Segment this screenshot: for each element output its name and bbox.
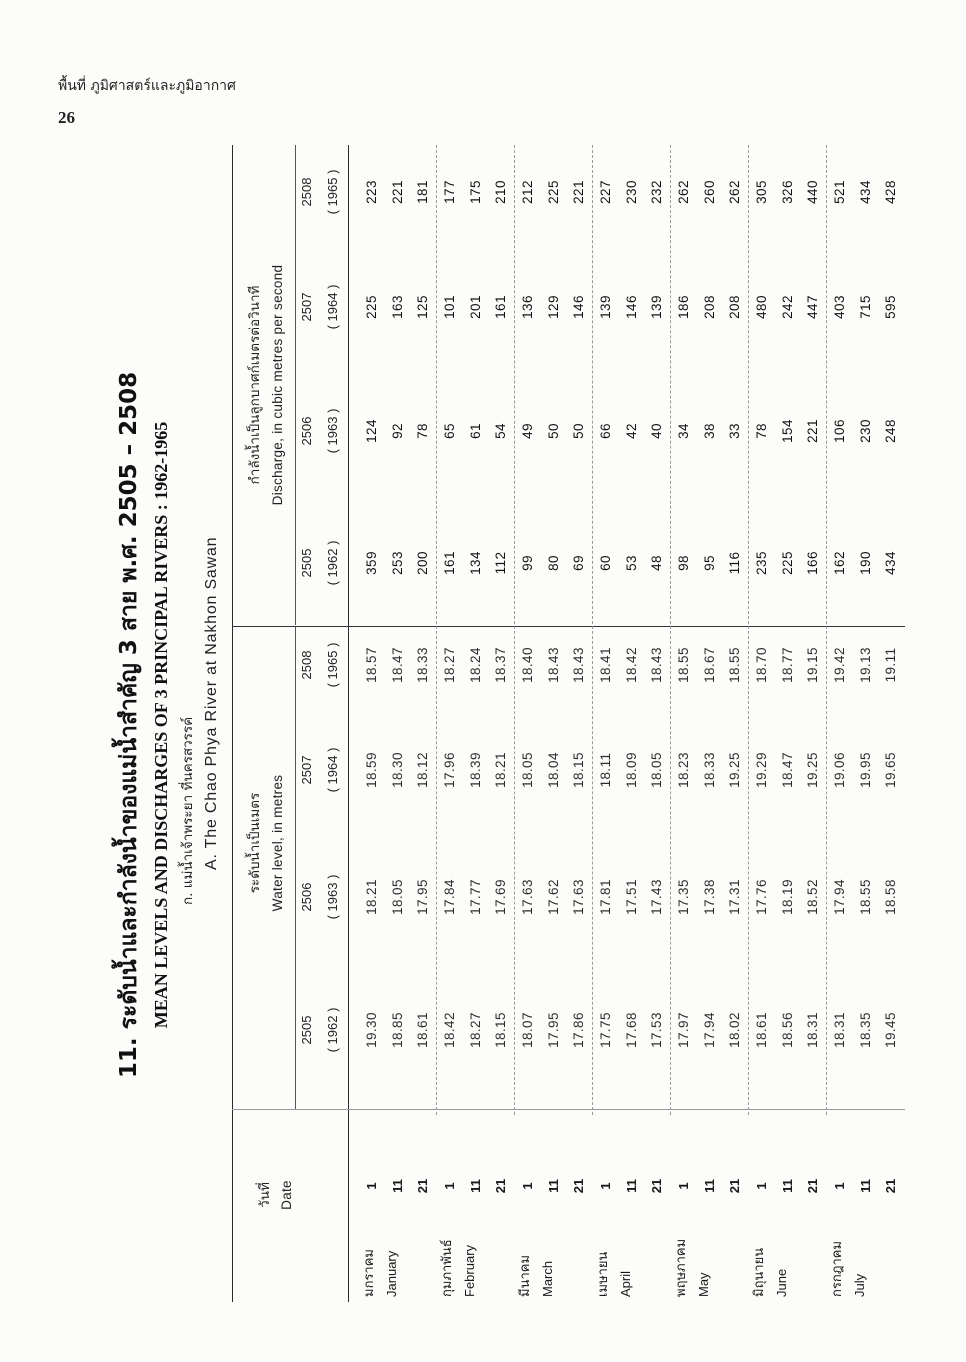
water-level-value: 18.55 [676,647,691,683]
table-row [466,145,486,1305]
discharge-value: 146 [571,295,586,319]
discharge-value: 260 [702,180,717,204]
water-level-value: 18.05 [520,752,535,788]
day-number: 11 [624,1179,639,1193]
discharge-value: 225 [546,180,561,204]
water-level-value: 17.94 [702,1012,717,1048]
discharge-value: 54 [493,423,508,439]
discharge-value: 225 [364,295,379,319]
water-level-value: 17.86 [571,1012,586,1048]
page-number: 26 [58,108,75,127]
discharge-value: 326 [780,180,795,204]
day-number: 1 [676,1182,691,1190]
water-level-value: 18.30 [390,752,405,788]
year-be-label: 2506 [299,882,314,912]
water-level-value: 17.76 [754,879,769,915]
water-level-value: 18.55 [858,879,873,915]
discharge-value: 163 [390,295,405,319]
water-level-value: 18.05 [390,879,405,915]
water-level-value: 18.31 [832,1012,847,1048]
water-level-value: 17.68 [624,1012,639,1048]
discharge-value: 136 [520,295,535,319]
water-level-value: 18.37 [493,647,508,683]
day-number: 21 [649,1178,664,1194]
water-level-value: 18.27 [468,1012,483,1048]
discharge-value: 175 [468,180,483,204]
discharge-value: 124 [364,419,379,443]
day-number: 11 [546,1179,561,1193]
water-level-value: 18.19 [780,879,795,915]
discharge-value: 186 [676,295,691,319]
water-level-value: 19.42 [832,647,847,683]
year-be-label: 2508 [299,650,314,680]
table-row [544,145,564,1305]
month-name-th: เมษายน [596,1251,611,1297]
month-name-en: May [696,1272,711,1297]
month-group-january [359,145,437,1305]
water-level-value: 17.84 [442,879,457,915]
discharge-value: 177 [442,180,457,204]
discharge-value: 146 [624,295,639,319]
day-number: 1 [754,1182,769,1190]
day-number: 11 [468,1179,483,1193]
table-row [569,145,589,1305]
discharge-value: 230 [858,419,873,443]
discharge-value: 428 [883,180,898,204]
table-row [440,145,460,1305]
table-row [752,145,772,1305]
discharge-value: 61 [468,423,483,439]
discharge-value: 34 [676,423,691,439]
day-number: 21 [415,1178,430,1194]
discharge-value: 212 [520,180,535,204]
table-row [647,145,667,1305]
year-ce-label: ( 1964 ) [325,284,340,330]
water-level-value: 19.29 [754,752,769,788]
year-ce-label: ( 1965 ) [325,642,340,688]
year-ce-label: ( 1962 ) [325,540,340,586]
discharge-value: 162 [832,551,847,575]
water-level-value: 18.61 [754,1012,769,1048]
table-row [881,145,901,1305]
day-number: 1 [598,1182,613,1190]
water-level-value: 18.59 [364,752,379,788]
discharge-value: 40 [649,423,664,439]
discharge-value: 225 [780,551,795,575]
water-level-value: 19.15 [805,647,820,683]
discharge-value: 42 [624,423,639,439]
discharge-value: 221 [571,180,586,204]
month-name-th: มิถุนายน [752,1247,767,1297]
discharge-value: 262 [676,180,691,204]
water-level-value: 17.35 [676,879,691,915]
discharge-value: 403 [832,295,847,319]
month-group-may [671,145,749,1305]
discharge-value: 139 [598,295,613,319]
discharge-value: 38 [702,423,717,439]
discharge-value: 161 [442,551,457,575]
month-group-february [437,145,515,1305]
day-number: 11 [858,1179,873,1193]
discharge-value: 521 [832,180,847,204]
water-level-value: 17.51 [624,879,639,915]
water-level-value: 18.42 [624,647,639,683]
day-number: 21 [805,1178,820,1194]
discharge-value: 235 [754,551,769,575]
day-number: 21 [727,1178,742,1194]
discharge-header-en: Discharge, in cubic metres per second [270,264,285,506]
water-level-value: 17.95 [546,1012,561,1048]
water-level-value: 18.27 [442,647,457,683]
day-number: 1 [364,1182,379,1190]
water-level-value: 18.15 [493,1012,508,1048]
discharge-value: 65 [442,423,457,439]
water-level-value: 17.63 [520,879,535,915]
water-level-value: 17.96 [442,752,457,788]
month-name-en: June [774,1268,789,1297]
month-name-en: February [462,1244,477,1297]
month-name-en: March [540,1260,555,1297]
discharge-value: 305 [754,180,769,204]
water-level-value: 18.43 [546,647,561,683]
discharge-value: 125 [415,295,430,319]
table-row [491,145,511,1305]
year-be-label: 2508 [299,177,314,207]
water-level-value: 17.62 [546,879,561,915]
discharge-value: 208 [727,295,742,319]
water-level-value: 19.11 [883,647,898,683]
discharge-value: 129 [546,295,561,319]
water-level-value: 18.57 [364,647,379,683]
water-level-value: 19.25 [805,752,820,788]
water-level-value: 18.42 [442,1012,457,1048]
table-title-th: 11. ระดับน้ำและกำลังน้ำของแม่น้ำสำคัญ 3 สาย พ.ศ. 2505 – 2508 [116,371,142,1079]
year-ce-label: ( 1964 ) [325,747,340,793]
discharge-value: 434 [883,551,898,575]
water-level-value: 18.04 [546,752,561,788]
discharge-value: 134 [468,551,483,575]
discharge-value: 253 [390,551,405,575]
table-row [596,145,616,1305]
discharge-value: 78 [415,423,430,439]
discharge-value: 190 [858,551,873,575]
water-level-value: 18.33 [415,647,430,683]
water-level-value: 17.38 [702,879,717,915]
discharge-value: 95 [702,555,717,571]
year-be-label: 2507 [299,755,314,785]
discharge-value: 50 [571,423,586,439]
water-level-value: 17.53 [649,1012,664,1048]
table-row [778,145,798,1305]
day-number: 21 [571,1178,586,1194]
discharge-value: 69 [571,555,586,571]
water-level-value: 19.25 [727,752,742,788]
water-level-value: 17.31 [727,879,742,915]
water-level-value: 18.47 [780,752,795,788]
water-level-value: 17.94 [832,879,847,915]
discharge-value: 92 [390,423,405,439]
month-name-th: กุมภาพันธ์ [440,1239,455,1297]
table-row [388,145,408,1305]
discharge-value: 78 [754,423,769,439]
day-number: 21 [883,1178,898,1194]
discharge-value: 232 [649,180,664,204]
discharge-value: 106 [832,419,847,443]
discharge-value: 359 [364,551,379,575]
water-level-header-th: ระดับน้ำเป็นเมตร [247,792,263,894]
month-name-th: พฤษภาคม [674,1238,689,1297]
water-level-value: 18.07 [520,1012,535,1048]
day-number: 1 [442,1182,457,1190]
discharge-value: 434 [858,180,873,204]
discharge-value: 221 [390,180,405,204]
water-level-value: 18.47 [390,647,405,683]
water-level-value: 18.15 [571,752,586,788]
discharge-value: 208 [702,295,717,319]
discharge-value: 181 [415,180,430,204]
water-level-value: 17.77 [468,879,483,915]
day-number: 21 [493,1178,508,1194]
discharge-value: 440 [805,180,820,204]
discharge-value: 101 [442,295,457,319]
water-level-value: 17.97 [676,1012,691,1048]
water-level-value: 18.33 [702,752,717,788]
table-row [803,145,823,1305]
water-level-value: 17.75 [598,1012,613,1048]
water-level-value: 18.52 [805,879,820,915]
discharge-value: 221 [805,419,820,443]
discharge-value: 595 [883,295,898,319]
discharge-value: 53 [624,555,639,571]
table-body [100,145,910,1305]
water-level-value: 18.05 [649,752,664,788]
month-name-en: January [384,1250,399,1297]
water-level-value: 17.95 [415,879,430,915]
water-level-value: 18.67 [702,647,717,683]
table-row [700,145,720,1305]
year-ce-label: ( 1963 ) [325,874,340,920]
water-level-value: 18.43 [571,647,586,683]
water-level-value: 18.31 [805,1012,820,1048]
discharge-value: 154 [780,419,795,443]
water-level-value: 18.21 [493,752,508,788]
table-row [725,145,745,1305]
table-row [674,145,694,1305]
year-ce-label: ( 1963 ) [325,408,340,454]
water-level-value: 18.21 [364,879,379,915]
day-number: 11 [390,1179,405,1193]
water-level-value: 17.81 [598,879,613,915]
discharge-value: 80 [546,555,561,571]
discharge-value: 447 [805,295,820,319]
month-name-th: กรกฎาคม [830,1240,845,1297]
water-level-value: 19.06 [832,752,847,788]
discharge-value: 200 [415,551,430,575]
table-row [622,145,642,1305]
water-level-value: 18.43 [649,647,664,683]
water-level-value: 19.30 [364,1012,379,1048]
water-level-value: 18.40 [520,647,535,683]
year-be-label: 2505 [299,1015,314,1045]
discharge-value: 262 [727,180,742,204]
water-level-value: 18.23 [676,752,691,788]
month-group-march [515,145,593,1305]
discharge-value: 161 [493,295,508,319]
water-level-value: 17.63 [571,879,586,915]
water-level-value: 18.85 [390,1012,405,1048]
table-row [856,145,876,1305]
discharge-value: 49 [520,423,535,439]
water-level-value: 18.09 [624,752,639,788]
table-row [830,145,850,1305]
water-level-value: 18.77 [780,647,795,683]
water-level-value: 18.41 [598,647,613,683]
year-ce-label: ( 1965 ) [325,169,340,215]
discharge-value: 242 [780,295,795,319]
discharge-value: 98 [676,555,691,571]
discharge-value: 248 [883,419,898,443]
water-level-value: 18.12 [415,752,430,788]
discharge-value: 99 [520,555,535,571]
water-level-value: 18.56 [780,1012,795,1048]
discharge-value: 210 [493,180,508,204]
month-name-en: April [618,1270,633,1297]
water-level-header-en: Water level, in metres [270,774,285,912]
discharge-value: 50 [546,423,561,439]
discharge-value: 60 [598,555,613,571]
water-level-value: 18.02 [727,1012,742,1048]
month-group-april [593,145,671,1305]
water-level-value: 18.39 [468,752,483,788]
month-group-july [827,145,905,1305]
water-level-value: 19.13 [858,647,873,683]
table-row [518,145,538,1305]
year-be-label: 2505 [299,548,314,578]
water-level-value: 18.24 [468,647,483,683]
water-level-value: 18.35 [858,1012,873,1048]
discharge-value: 223 [364,180,379,204]
month-name-th: มีนาคม [518,1254,533,1297]
discharge-value: 48 [649,555,664,571]
discharge-value: 66 [598,423,613,439]
table-row [413,145,433,1305]
month-name-en: July [852,1273,867,1297]
discharge-header-th: กำลังน้ำเป็นลูกบาศก์เมตรต่อวินาที [247,285,263,485]
day-number: 1 [832,1182,847,1190]
day-number: 1 [520,1182,535,1190]
discharge-value: 112 [493,551,508,575]
month-name-th: มกราคม [362,1249,377,1297]
month-group-june [749,145,827,1305]
year-be-label: 2506 [299,416,314,446]
water-level-value: 17.43 [649,879,664,915]
day-number: 11 [702,1179,717,1193]
year-be-label: 2507 [299,292,314,322]
discharge-value: 166 [805,551,820,575]
water-level-value: 19.95 [858,752,873,788]
water-level-value: 19.45 [883,1012,898,1048]
water-level-value: 19.65 [883,752,898,788]
year-ce-label: ( 1962 ) [325,1007,340,1053]
rotated-table-sheet [100,145,910,1305]
water-level-value: 18.58 [883,879,898,915]
running-head: พื้นที่ ภูมิศาสตร์และภูมิอากาศ [58,78,236,94]
discharge-value: 139 [649,295,664,319]
discharge-value: 201 [468,295,483,319]
discharge-value: 480 [754,295,769,319]
date-header-en: Date [279,1180,294,1210]
discharge-value: 116 [727,551,742,575]
discharge-value: 227 [598,180,613,204]
water-level-value: 18.61 [415,1012,430,1048]
water-level-value: 18.70 [754,647,769,683]
date-header-th: วันที่ [257,1182,273,1208]
water-level-value: 18.11 [598,752,613,788]
discharge-value: 33 [727,423,742,439]
discharge-value: 715 [858,295,873,319]
table-subtitle-en: A. The Chao Phya River at Nakhon Sawan [203,536,220,870]
table-row [362,145,382,1305]
table-title-en: MEAN LEVELS AND DISCHARGES OF 3 PRINCIPAL RIVERS : 1962-1965 [151,421,171,1029]
water-level-value: 17.69 [493,879,508,915]
table-subtitle-th: ก. แม่น้ำเจ้าพระยา ที่นครสวรรค์ [180,716,196,905]
discharge-value: 230 [624,180,639,204]
day-number: 11 [780,1179,795,1193]
water-level-value: 18.55 [727,647,742,683]
